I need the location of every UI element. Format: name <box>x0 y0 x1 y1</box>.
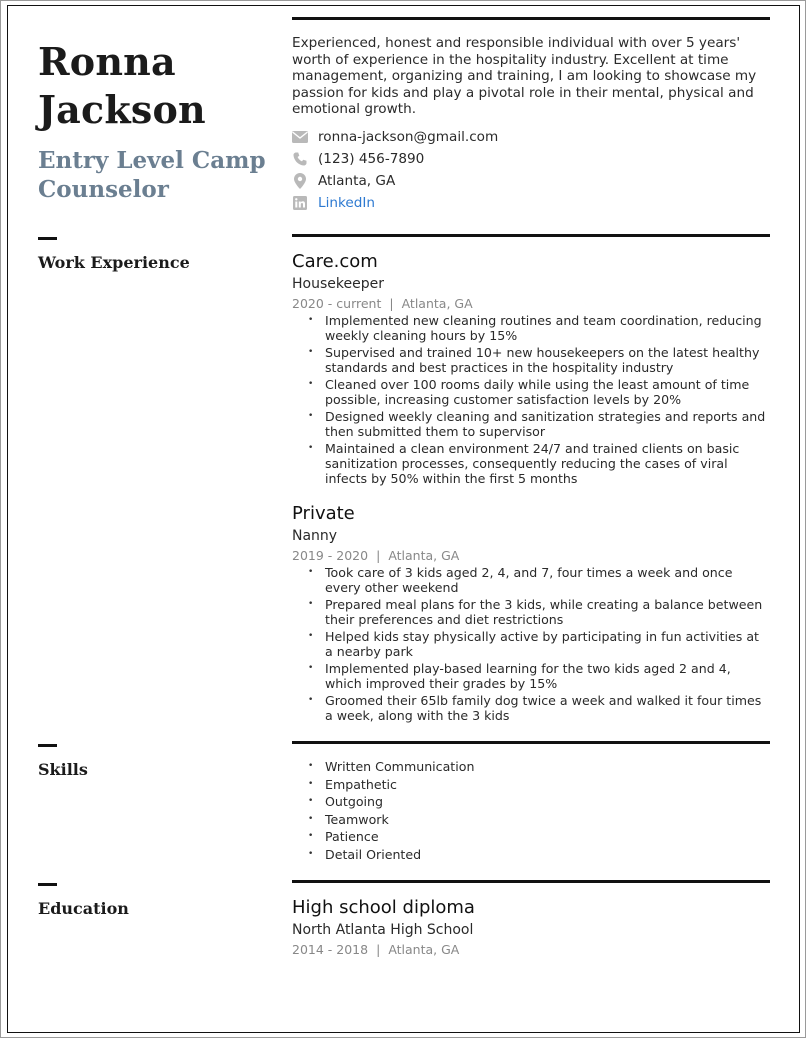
list-item: • Implemented play-based learning for the two kids aged 2 and 4, which improved their grades by 15% <box>308 661 768 691</box>
job-bullets <box>308 313 768 488</box>
skill-item: • Written Communication <box>308 759 768 775</box>
job-dates: 2020 - current <box>292 296 382 311</box>
job-company: Care.com <box>292 251 378 272</box>
list-item: • Implemented new cleaning routines and team coordination, reducing weekly cleaning hours by 15% <box>308 313 768 343</box>
contact-phone <box>292 148 498 170</box>
meta-separator: | <box>389 296 394 311</box>
work-experience-heading: Work Experience <box>38 253 190 272</box>
skills-rule <box>292 741 770 744</box>
education-dates: 2014 - 2018 <box>292 942 369 957</box>
linkedin-link[interactable]: LinkedIn <box>318 195 375 211</box>
skills-section-marker <box>38 744 57 747</box>
job-bullets <box>308 565 768 725</box>
skill-item: • Detail Oriented <box>308 847 768 863</box>
list-item: • Maintained a clean environment 24/7 and trained clients on basic sanitization processes, consequently reducing the cases of viral infects by 50% within the first 5 months <box>308 441 768 486</box>
job-role: Nanny <box>292 528 338 544</box>
work-section-marker <box>38 237 57 240</box>
envelope-icon <box>292 129 308 145</box>
list-item: • Designed weekly cleaning and sanitization strategies and reports and then submitted them to supervisor <box>308 409 768 439</box>
education-heading: Education <box>38 899 129 918</box>
contact-location <box>292 170 498 192</box>
job-title <box>38 146 268 204</box>
linkedin-icon <box>292 195 308 211</box>
job-dates: 2019 - 2020 <box>292 548 369 563</box>
job-title-line-2: Counselor <box>38 176 169 203</box>
list-item: • Prepared meal plans for the 3 kids, while creating a balance between their preferences and diet restrictions <box>308 597 768 627</box>
contact-email <box>292 126 498 148</box>
list-item: • Cleaned over 100 rooms daily while using the least amount of time possible, increasing customer satisfaction levels by 20% <box>308 377 768 407</box>
map-pin-icon <box>292 173 308 189</box>
list-item: • Took care of 3 kids aged 2, 4, and 7, four times a week and once every other weekend <box>308 565 768 595</box>
top-rule <box>292 17 770 20</box>
skill-item: • Empathetic <box>308 777 768 793</box>
meta-separator: | <box>376 548 381 563</box>
list-item: • Helped kids stay physically active by participating in fun activities at a nearby park <box>308 629 768 659</box>
email-text[interactable]: ronna-jackson@gmail.com <box>318 129 499 145</box>
job-location: Atlanta, GA <box>401 296 473 311</box>
candidate-name <box>38 38 206 134</box>
education-rule <box>292 880 770 883</box>
skills-list <box>308 759 768 864</box>
summary: Experienced, honest and responsible individual with over 5 years' worth of experience in the hospitality industry. Excellent at time management, organizing and training, I am looking to showcase my passion for kids and play a pivotal role in their mental, physical and emotional growth. <box>292 35 757 118</box>
job-role: Housekeeper <box>292 276 384 292</box>
phone-text: (123) 456-7890 <box>318 151 425 167</box>
education-section-marker <box>38 883 57 886</box>
skill-item: • Teamwork <box>308 812 768 828</box>
education-location: Atlanta, GA <box>388 942 460 957</box>
job-meta <box>292 548 459 563</box>
school-name: North Atlanta High School <box>292 922 474 938</box>
job-company: Private <box>292 503 355 524</box>
degree-title: High school diploma <box>292 897 475 918</box>
first-name: Ronna <box>38 39 176 84</box>
contact-linkedin <box>292 192 498 214</box>
list-item: • Supervised and trained 10+ new housekeepers on the latest healthy standards and best practices in the hospitality industry <box>308 345 768 375</box>
job-meta <box>292 296 473 311</box>
job-title-line-1: Entry Level Camp <box>38 147 266 174</box>
phone-icon <box>292 151 308 167</box>
job-location: Atlanta, GA <box>388 548 460 563</box>
skill-item: • Outgoing <box>308 794 768 810</box>
location-text: Atlanta, GA <box>318 173 396 189</box>
skill-item: • Patience <box>308 829 768 845</box>
list-item: • Groomed their 65lb family dog twice a week and walked it four times a week, along with the 3 kids <box>308 693 768 723</box>
meta-separator: | <box>376 942 381 957</box>
work-rule <box>292 234 770 237</box>
education-meta <box>292 942 459 957</box>
last-name: Jackson <box>38 87 206 132</box>
contact-list <box>292 126 498 214</box>
skills-heading: Skills <box>38 760 88 779</box>
